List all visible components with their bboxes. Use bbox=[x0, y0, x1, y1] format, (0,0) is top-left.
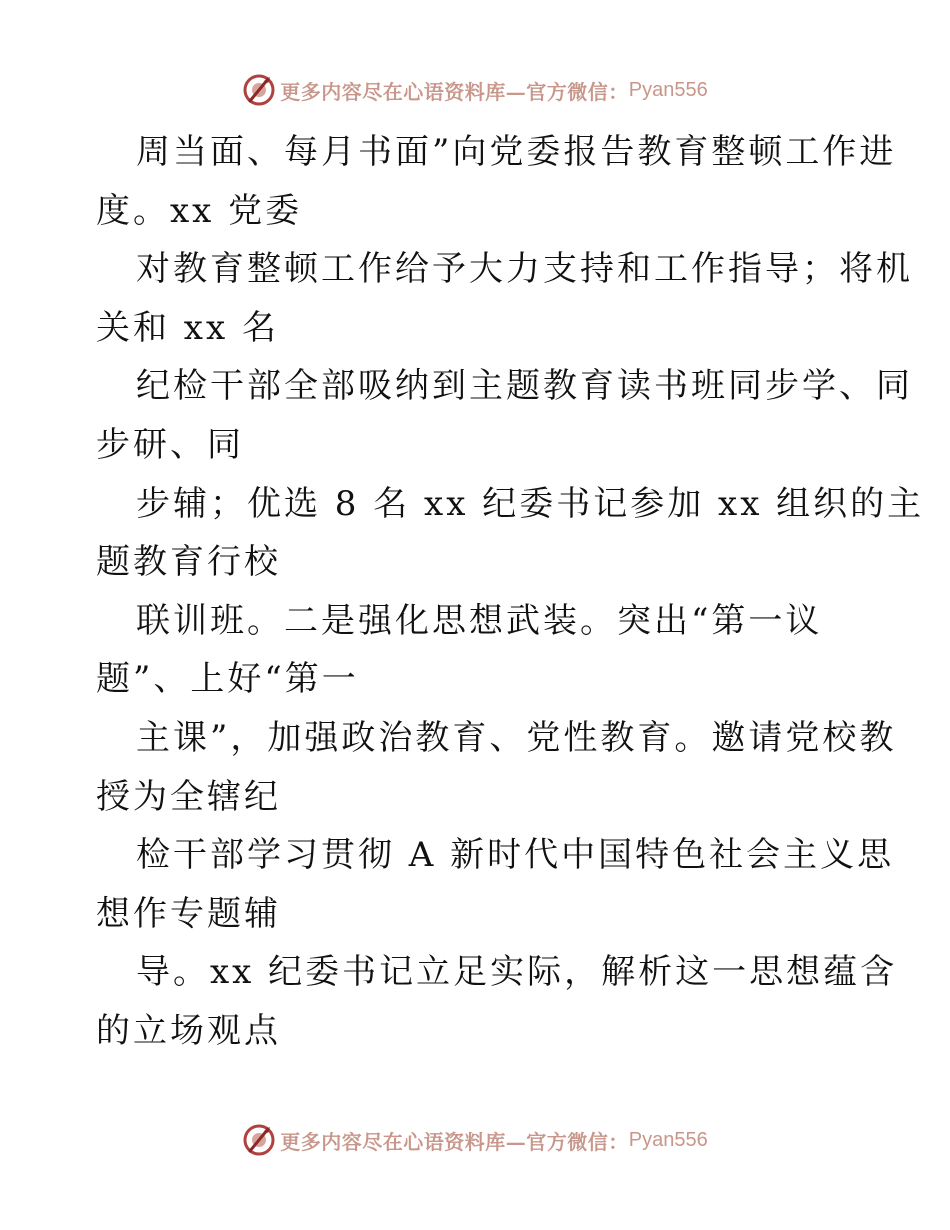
text-line: 主课”，加强政治教育、党性教育。邀请党校教 bbox=[136, 717, 897, 758]
text-line: 想作专题辅 bbox=[96, 893, 281, 934]
document-body bbox=[96, 123, 925, 1061]
footer-banner-id: Pyan556 bbox=[628, 1128, 708, 1151]
text-line: 纪检干部全部吸纳到主题教育读书班同步学、同 bbox=[136, 366, 913, 407]
text-line: 关和 xx 名 bbox=[96, 307, 279, 348]
logo-icon bbox=[242, 73, 276, 107]
header-banner-id: Pyan556 bbox=[628, 78, 708, 101]
text-line: 题”、上好“第一 bbox=[96, 659, 359, 700]
text-line: 步辅；优选 8 名 xx 纪委书记参加 xx 组织的主 bbox=[136, 483, 925, 524]
text-line: 的立场观点 bbox=[96, 1010, 281, 1051]
text-line: 题教育行校 bbox=[96, 542, 281, 583]
text-line: 步研、同 bbox=[96, 424, 244, 465]
footer-banner-text: 更多内容尽在心语资料库—官方微信： bbox=[280, 1129, 629, 1154]
text-line: 对教育整顿工作给予大力支持和工作指导；将机 bbox=[136, 249, 913, 290]
text-line: 周当面、每月书面”向党委报告教育整顿工作进 bbox=[136, 132, 897, 172]
text-line: 检干部学习贯彻 A 新时代中国特色社会主义思 bbox=[136, 835, 895, 876]
logo-icon bbox=[242, 1123, 276, 1157]
text-line: 导。xx 纪委书记立足实际，解析这一思想蕴含 bbox=[136, 952, 898, 993]
text-line: 度。xx 党委 bbox=[96, 190, 303, 231]
header-banner bbox=[0, 70, 950, 110]
footer-banner bbox=[0, 1120, 950, 1160]
text-line: 授为全辖纪 bbox=[96, 776, 281, 817]
text-line: 联训班。二是强化思想武装。突出“第一议 bbox=[136, 600, 823, 641]
header-banner-text: 更多内容尽在心语资料库—官方微信： bbox=[280, 79, 629, 104]
